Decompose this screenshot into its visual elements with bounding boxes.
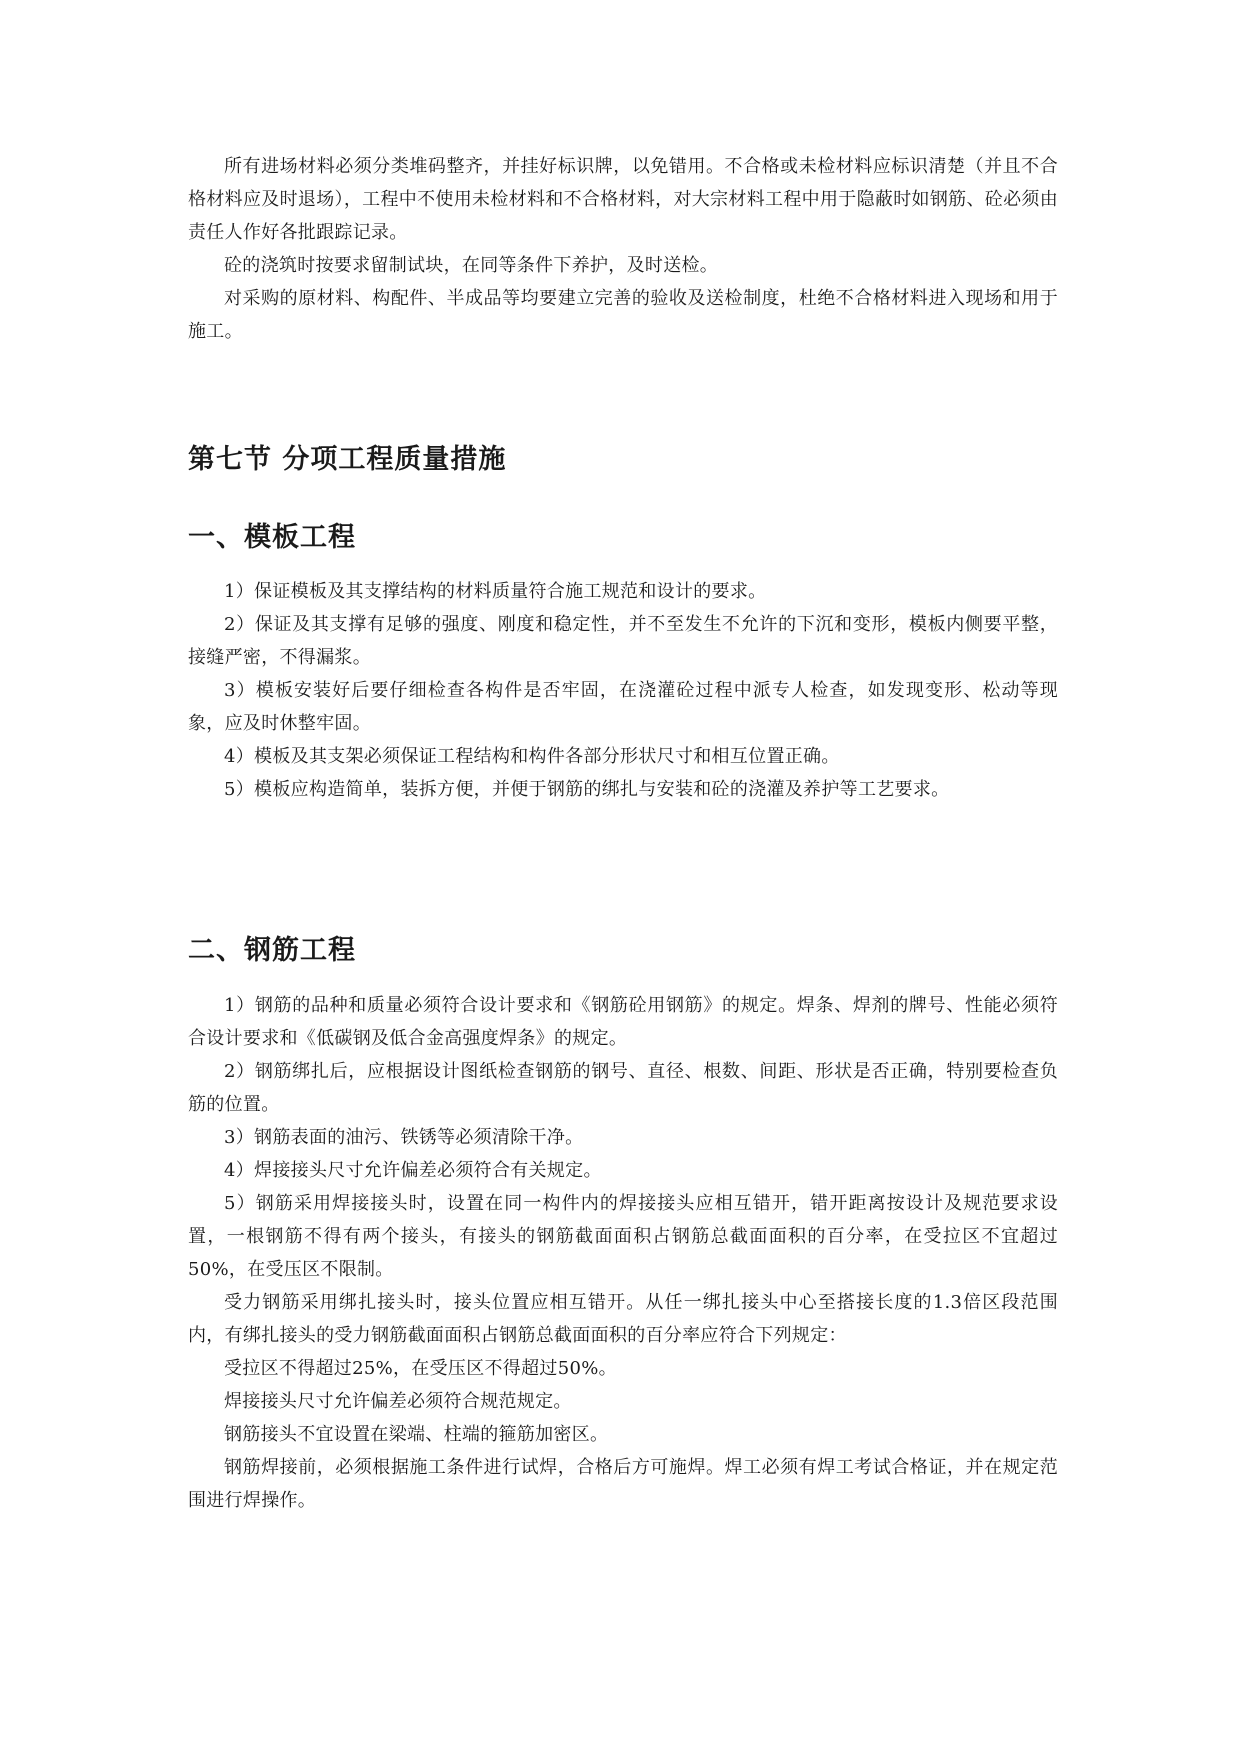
formwork-item: 5）模板应构造简单，装拆方便，并便于钢筋的绑扎与安装和砼的浇灌及养护等工艺要求。: [224, 779, 950, 800]
rebar-item: 1）钢筋的品种和质量必须符合设计要求和《钢筋砼用钢筋》的规定。焊条、焊剂的牌号、性能必须符合设计要求和《低碳钢及低合金高强度焊条》的规定。: [188, 995, 1058, 1049]
formwork-item: 1）保证模板及其支撑结构的材料质量符合施工规范和设计的要求。: [224, 581, 767, 602]
intro-paragraph: 所有进场材料必须分类堆码整齐，并挂好标识牌，以免错用。不合格或未检材料应标识清楚（并且不合格材料应及时退场），工程中不使用未检材料和不合格材料，对大宗材料工程中用于隐蔽时如钢筋、砼必须由责任人作好各批跟踪记录。: [188, 156, 1058, 243]
formwork-list: [188, 575, 1058, 806]
rebar-heading: 二、钢筋工程: [188, 935, 356, 966]
formwork-item: 2）保证及其支撑有足够的强度、刚度和稳定性，并不至发生不允许的下沉和变形，模板内侧要平整，接缝严密，不得漏浆。: [188, 614, 1058, 668]
rebar-item: 钢筋接头不宜设置在梁端、柱端的箍筋加密区。: [224, 1424, 609, 1445]
rebar-item: 钢筋焊接前，必须根据施工条件进行试焊，合格后方可施焊。焊工必须有焊工考试合格证，并在规定范围进行焊操作。: [188, 1457, 1058, 1511]
section-title: 第七节 分项工程质量措施: [188, 444, 507, 475]
formwork-heading: 一、模板工程: [188, 522, 356, 553]
intro-paragraph: 砼的浇筑时按要求留制试块，在同等条件下养护，及时送检。: [224, 255, 719, 276]
rebar-list: [188, 989, 1058, 1517]
rebar-item: 受拉区不得超过25%，在受压区不得超过50%。: [224, 1358, 617, 1379]
intro-paragraph: 对采购的原材料、构配件、半成品等均要建立完善的验收及送检制度，杜绝不合格材料进入现场和用于施工。: [188, 288, 1058, 342]
intro-block: [188, 150, 1058, 348]
rebar-item: 受力钢筋采用绑扎接头时，接头位置应相互错开。从任一绑扎接头中心至搭接长度的1.3倍区段范围内，有绑扎接头的受力钢筋截面面积占钢筋总截面面积的百分率应符合下列规定：: [188, 1292, 1058, 1346]
formwork-item: 3）模板安装好后要仔细检查各构件是否牢固，在浇灌砼过程中派专人检查，如发现变形、松动等现象，应及时休整牢固。: [188, 680, 1058, 734]
rebar-item: 焊接接头尺寸允许偏差必须符合规范规定。: [224, 1391, 572, 1412]
rebar-item: 4）焊接接头尺寸允许偏差必须符合有关规定。: [224, 1160, 602, 1181]
formwork-item: 4）模板及其支架必须保证工程结构和构件各部分形状尺寸和相互位置正确。: [224, 746, 840, 767]
rebar-item: 2）钢筋绑扎后，应根据设计图纸检查钢筋的钢号、直径、根数、间距、形状是否正确，特别要检查负筋的位置。: [188, 1061, 1058, 1115]
rebar-item: 3）钢筋表面的油污、铁锈等必须清除干净。: [224, 1127, 584, 1148]
rebar-item: 5）钢筋采用焊接接头时，设置在同一构件内的焊接接头应相互错开，错开距离按设计及规范要求设置，一根钢筋不得有两个接头，有接头的钢筋截面面积占钢筋总截面面积的百分率，在受拉区不宜超过50%，在受压区不限制。: [188, 1193, 1058, 1280]
